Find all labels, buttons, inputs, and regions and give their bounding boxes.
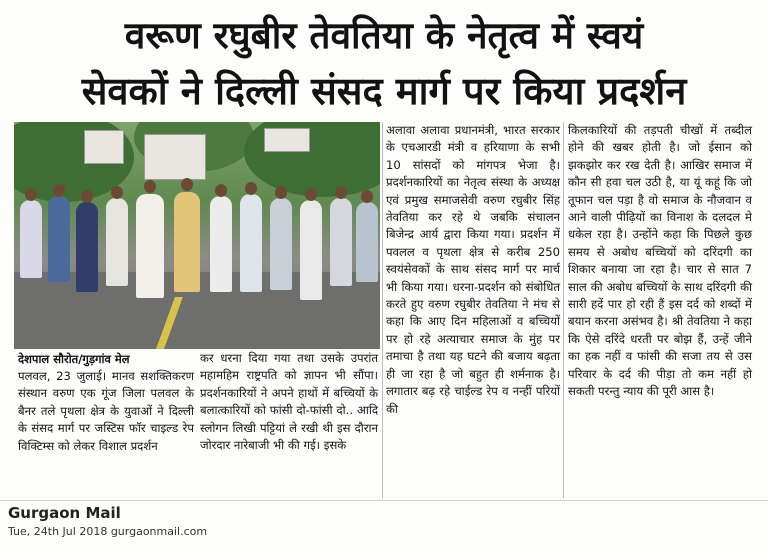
headline-line-2: सेवकों ने दिल्ली संसद मार्ग पर किया प्रदर्शन: [81, 69, 687, 113]
article-column-1: पलवल, 23 जुलाई। मानव सशक्तिकरण संस्थान वरुण एक गूंज जिला पलवल के बैनर तले पृथला क्षेत्र के युवाओं ने दिल्ली के संसद मार्ग पर जस्टिस फॉर चाइल्ड रेप विक्टिम्स को लेकर विशाल प्रदर्शन: [18, 369, 194, 453]
headline-line-1: वरूण रघुबीर तेवतिया के नेतृत्व में स्वयं: [124, 14, 644, 57]
article-column-4: किलकारियों की तड़पती चीखों में तब्दील होने की खबर होती है। जो ईसान को झकझोर कर रख देती है। आखिर समाज में कौन सी हवा चल उठी है, या यूं कहूं कि जो तूफान चल पड़ा है वो समाज के नौजवान व आने वाली पीढ़ियों का विनाश के दलदल मे धकेल रहा है। उन्होंने कहा कि पिछले कुछ समय से अबोध बच्चियों को दरिंदगी का शिकार बनाया जा रहा है। चार से सात 7 साल की अबोध बच्चियों के साथ दरिंदगी की सारी हदें पार हो रही हैं इस दर्द को शब्दों में बयान करना असंभव है। श्री तेवतिया ने कहा कि ऐसे दरिंदे धरती पर बोझ हैं, उन्हें जीने का हक नहीं व फांसी की सजा तय से उस परिवार के दर्द की पीड़ा तो कम नहीं हो सकती परन्तु न्याय की पूरी आस है।: [568, 123, 752, 399]
article-column-2: कर धरना दिया गया तथा उसके उपरांत महामहिम राष्ट्रपति को ज्ञापन भी सौंपा। प्रदर्शनकारियों ने अपने हाथों में बच्चियों के बलात्कारियों को फांसी दो-फांसी दो.. आदि स्लोगन लिखी पट्टियां ले रखी थी इस दौरान जोरदार नारेबाजी भी की गई। इसके: [200, 351, 378, 453]
byline: देशपाल सौरोत/गुड़गांव मेल: [18, 352, 130, 366]
protest-photo: [14, 122, 380, 349]
footer-date-url: Tue, 24th Jul 2018 gurgaonmail.com: [8, 525, 208, 538]
column-divider: [382, 122, 383, 498]
article-column-3: अलावा अलावा प्रधानमंत्री, भारत सरकार के एचआरडी मंत्री व हरियाणा के सभी 10 सांसदों को मांगपत्र भेजा है। प्रदर्शनकारियों का नेतृत्व संस्था के अध्यक्ष एवं प्रमुख समाजसेवी वरुण रघुबीर सिंह तेवतिया कर रहे थे जबकि संचालन बिजेन्द्र आर्य द्वारा किया गया। प्रदर्शन में पवलल व पृथला क्षेत्र से करीब 250 स्वयंसेवकों के साथ संसद मार्ग पर मार्च भी किया गया। धरना-प्रदर्शन को संबोधित करते हुए वरुण रघुबीर तेवतिया ने मंच से कहा कि आए दिन महिलाओं व बच्चियों पर हो रहे अत्याचार समाज के मुंह पर तमाचा है तथा यह घटने की बजाय बढ़ता ही जा रहा है जो बहुत ही शर्मनाक है। लगातार बढ़ रहे चाईल्ड रेप व नन्हीं परियों की: [386, 123, 560, 416]
footer: [0, 500, 768, 552]
footer-rule: [0, 500, 768, 501]
footer-brand: Gurgaon Mail: [8, 504, 121, 522]
column-divider: [563, 122, 564, 498]
